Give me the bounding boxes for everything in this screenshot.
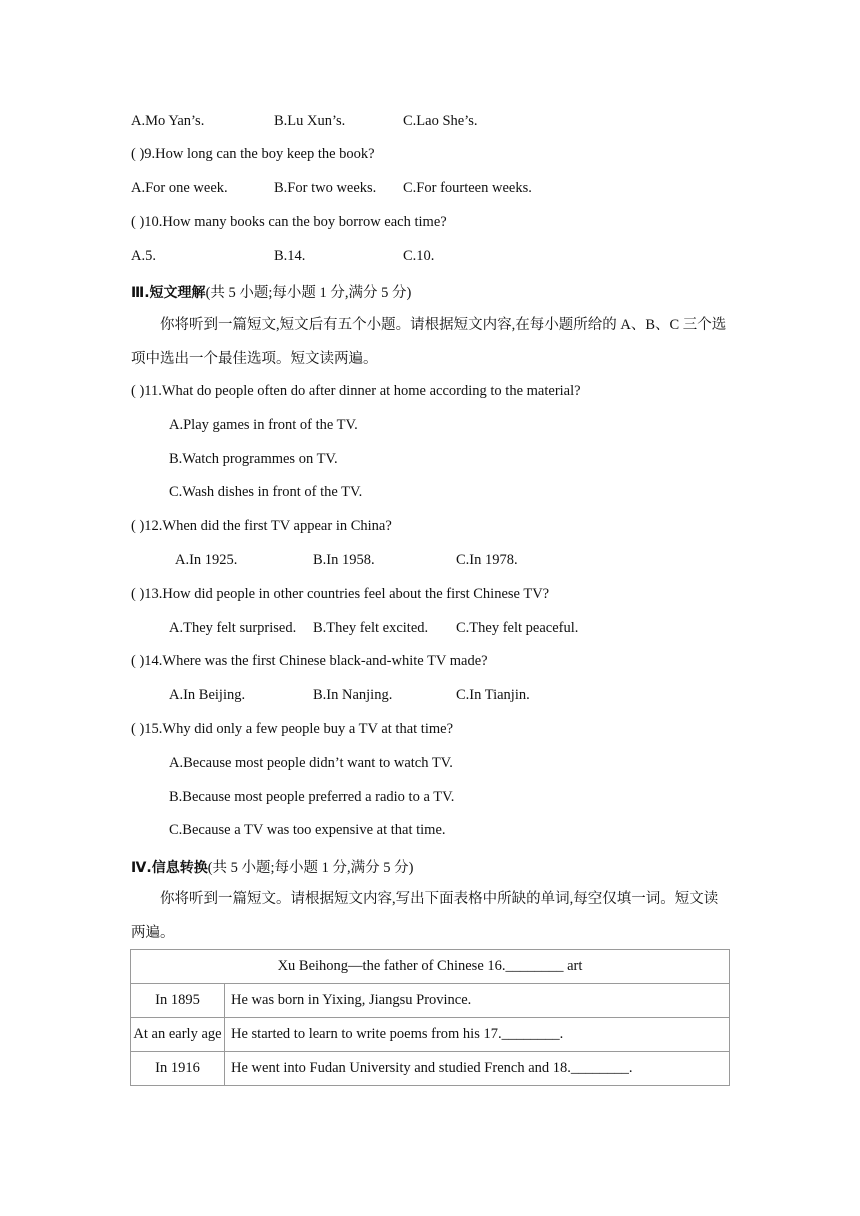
q10-question: ( )10.How many books can the boy borrow each time? [131,214,447,230]
q9-question: ( )9.How long can the boy keep the book? [131,146,375,162]
q15-option-c: C.Because a TV was too expensive at that time. [169,822,446,838]
table-row [131,1018,730,1052]
table-row-text: He started to learn to write poems from his 17.________. [225,1018,730,1052]
q14-option-c: C.In Tianjin. [456,687,530,703]
q14-option-b: B.In Nanjing. [313,687,393,703]
section-3-scoring: (共 5 小题;每小题 1 分,满分 5 分) [205,285,412,301]
section-3-instruction: 你将听到一篇短文,短文后有五个小题。请根据短文内容,在每小题所给的 A、B、C 三个选项中选出一个最佳选项。短文读两遍。 [131,317,727,367]
section-4-instruction: 你将听到一篇短文。请根据短文内容,写出下面表格中所缺的单词,每空仅填一词。短文读两遍。 [131,891,719,941]
q9-option-c: C.For fourteen weeks. [403,180,532,196]
info-table [130,949,730,1086]
q15-question: ( )15.Why did only a few people buy a TV at that time? [131,721,454,737]
q8-option-a: A.Mo Yan’s. [131,113,205,129]
table-row-label: At an early age [131,1018,225,1052]
table-title-row [131,950,730,984]
q11-question: ( )11.What do people often do after dinner at home according to the material? [131,383,581,399]
q12-option-b: B.In 1958. [313,552,375,568]
q14-question: ( )14.Where was the first Chinese black-and-white TV made? [131,653,488,669]
q15-option-b: B.Because most people preferred a radio to a TV. [169,789,455,805]
q9-option-b: B.For two weeks. [274,180,377,196]
q10-option-b: B.14. [274,248,306,264]
q10-option-a: A.5. [131,248,156,264]
q13-question: ( )13.How did people in other countries feel about the first Chinese TV? [131,586,550,602]
table-row [131,984,730,1018]
q11-option-c: C.Wash dishes in front of the TV. [169,484,363,500]
q8-option-c: C.Lao She’s. [403,113,478,129]
section-4-heading: Ⅳ.信息转换 [131,860,208,876]
section-4-header [131,856,414,877]
table-row-text: He went into Fudan University and studied French and 18.________. [225,1052,730,1086]
q15-option-a: A.Because most people didn’t want to watch TV. [169,755,453,771]
q11-option-b: B.Watch programmes on TV. [169,451,338,467]
q14-option-a: A.In Beijing. [169,687,246,703]
q8-option-b: B.Lu Xun’s. [274,113,346,129]
q12-option-c: C.In 1978. [456,552,518,568]
section-4-scoring: (共 5 小题;每小题 1 分,满分 5 分) [207,860,414,876]
table-title: Xu Beihong—the father of Chinese 16.________ art [131,950,730,984]
q11-option-a: A.Play games in front of the TV. [169,417,358,433]
section-3-header [131,281,411,302]
q13-option-a: A.They felt surprised. [169,620,297,636]
table-row-label: In 1916 [131,1052,225,1086]
section-3-heading: Ⅲ.短文理解 [131,285,206,301]
q12-option-a: A.In 1925. [175,552,238,568]
q10-option-c: C.10. [403,248,435,264]
table-row [131,1052,730,1086]
table-row-label: In 1895 [131,984,225,1018]
q12-question: ( )12.When did the first TV appear in China? [131,518,392,534]
q9-option-a: A.For one week. [131,180,228,196]
q13-option-c: C.They felt peaceful. [456,620,579,636]
table-row-text: He was born in Yixing, Jiangsu Province. [225,984,730,1018]
q13-option-b: B.They felt excited. [313,620,429,636]
